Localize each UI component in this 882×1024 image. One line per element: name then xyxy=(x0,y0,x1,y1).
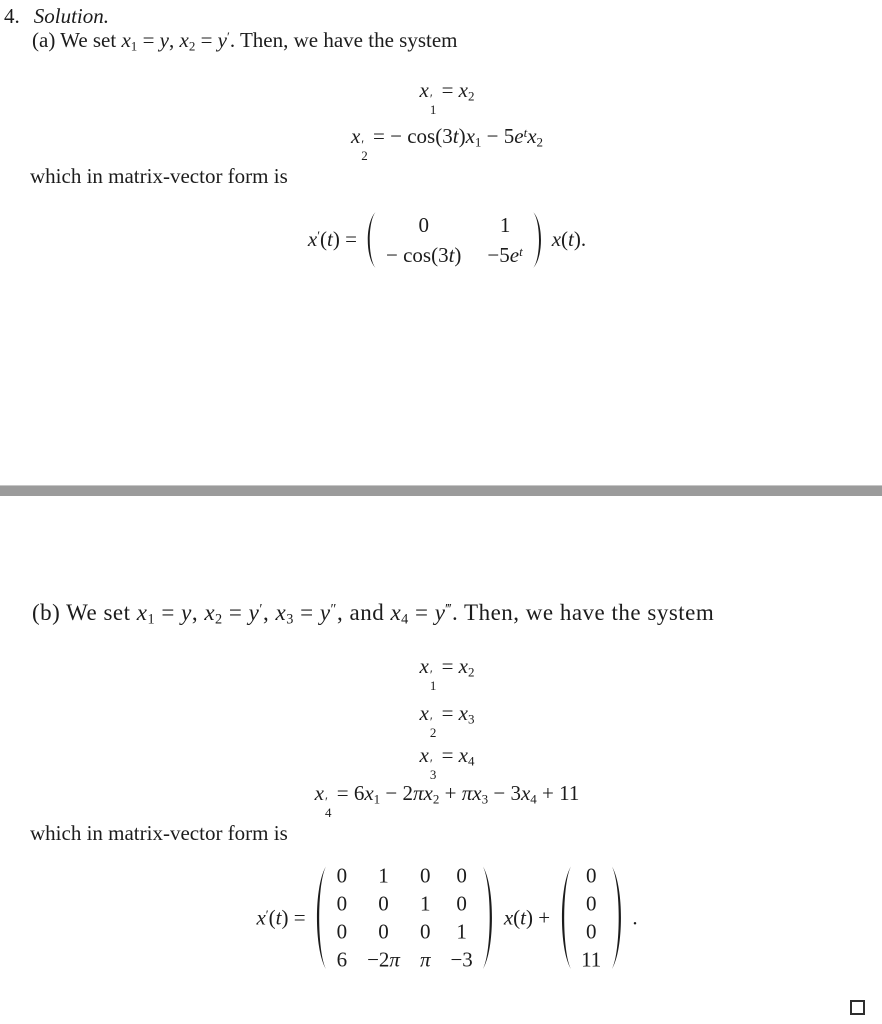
matrix-cell: 6 xyxy=(336,948,348,973)
matrix-cell: 0 xyxy=(585,920,597,944)
matrix-cell: 11 xyxy=(581,948,602,973)
matrix-cell: 0 xyxy=(456,863,467,888)
right-paren xyxy=(610,865,625,971)
matrix-cell: 1 xyxy=(378,863,389,888)
matrix-cell: 0 xyxy=(418,212,429,237)
part-b-vector xyxy=(581,864,601,973)
right-paren xyxy=(482,865,497,971)
part-b-matrix-lhs: x′(t) = xyxy=(256,905,306,930)
solution-label: Solution. xyxy=(33,4,110,28)
matrix-cell: 0 xyxy=(336,891,348,916)
matrix-cell: 0 xyxy=(336,863,348,888)
right-paren xyxy=(532,211,545,269)
matrix-cell: 0 xyxy=(336,920,348,944)
part-b-trailing-period: . xyxy=(632,905,638,930)
matrix-cell: 0 xyxy=(585,891,597,916)
matrix-cell: 1 xyxy=(499,212,511,237)
problem-number: 4. xyxy=(4,4,20,28)
part-a-matrix-label: which in matrix-vector form is xyxy=(30,164,288,188)
matrix-cell: 0 xyxy=(456,891,467,916)
section-divider xyxy=(0,485,882,496)
matrix-cell: − cos(3t) xyxy=(385,243,462,267)
part-a-equation-1: x ′ 1 = $x_2$ xyxy=(419,78,475,117)
part-b-equation-1: x ′ 1 = $x_2$ xyxy=(419,654,475,693)
left-paren xyxy=(364,211,377,269)
qed-tombstone xyxy=(850,1000,865,1015)
matrix-cell: 1 xyxy=(419,891,431,916)
part-b-equation-3: x ′ 3 = $x_4$ xyxy=(419,743,475,782)
part-a-matrix-equation xyxy=(308,211,586,269)
matrix-cell: 0 xyxy=(419,920,431,944)
matrix-cell: $-5e^t$ xyxy=(487,243,523,267)
part-b-equation-2: x ′ 2 = $x_3$ xyxy=(419,701,475,740)
left-paren xyxy=(557,865,572,971)
matrix-cell: 0 xyxy=(378,920,389,944)
matrix-cell: 0 xyxy=(419,863,431,888)
matrix-cell: 1 xyxy=(456,920,467,944)
part-a-matrix-rhs: x(t). xyxy=(551,227,587,252)
part-b-equation-4: x ′ 4 = $6x_1 - 2\pi x_2 + \pi x_3 - 3x_4 + 11$ xyxy=(314,781,580,820)
matrix-cell: −3 xyxy=(450,948,473,973)
left-paren xyxy=(313,865,328,971)
part-b-matrix xyxy=(337,864,473,973)
matrix-cell: π xyxy=(419,948,431,973)
part-a-matrix-lhs: x′(t) = xyxy=(307,227,357,252)
part-a-intro: (a) We set $x_1 = y$, $x_2 = y'$. Then, we have the system xyxy=(32,28,458,54)
matrix-cell: −2π xyxy=(367,948,400,973)
matrix-cell: 0 xyxy=(585,863,597,888)
problem-heading xyxy=(4,4,109,29)
part-b-intro: (b) We set $x_1 = y$, $x_2 = y'$, $x_3 = y''$, and $x_4 = y^‴$. Then, we have the system xyxy=(32,600,715,628)
part-b-matrix-label: which in matrix-vector form is xyxy=(30,821,288,845)
part-a-equation-2: x ′ 2 = − $\cos(3t)x_1 - 5e^tx_2$ xyxy=(350,124,544,163)
matrix-cell: 0 xyxy=(378,891,389,916)
part-b-matrix-mid: x(t) + xyxy=(503,905,551,930)
part-a-matrix xyxy=(386,213,523,267)
part-b-matrix-equation xyxy=(256,864,637,973)
